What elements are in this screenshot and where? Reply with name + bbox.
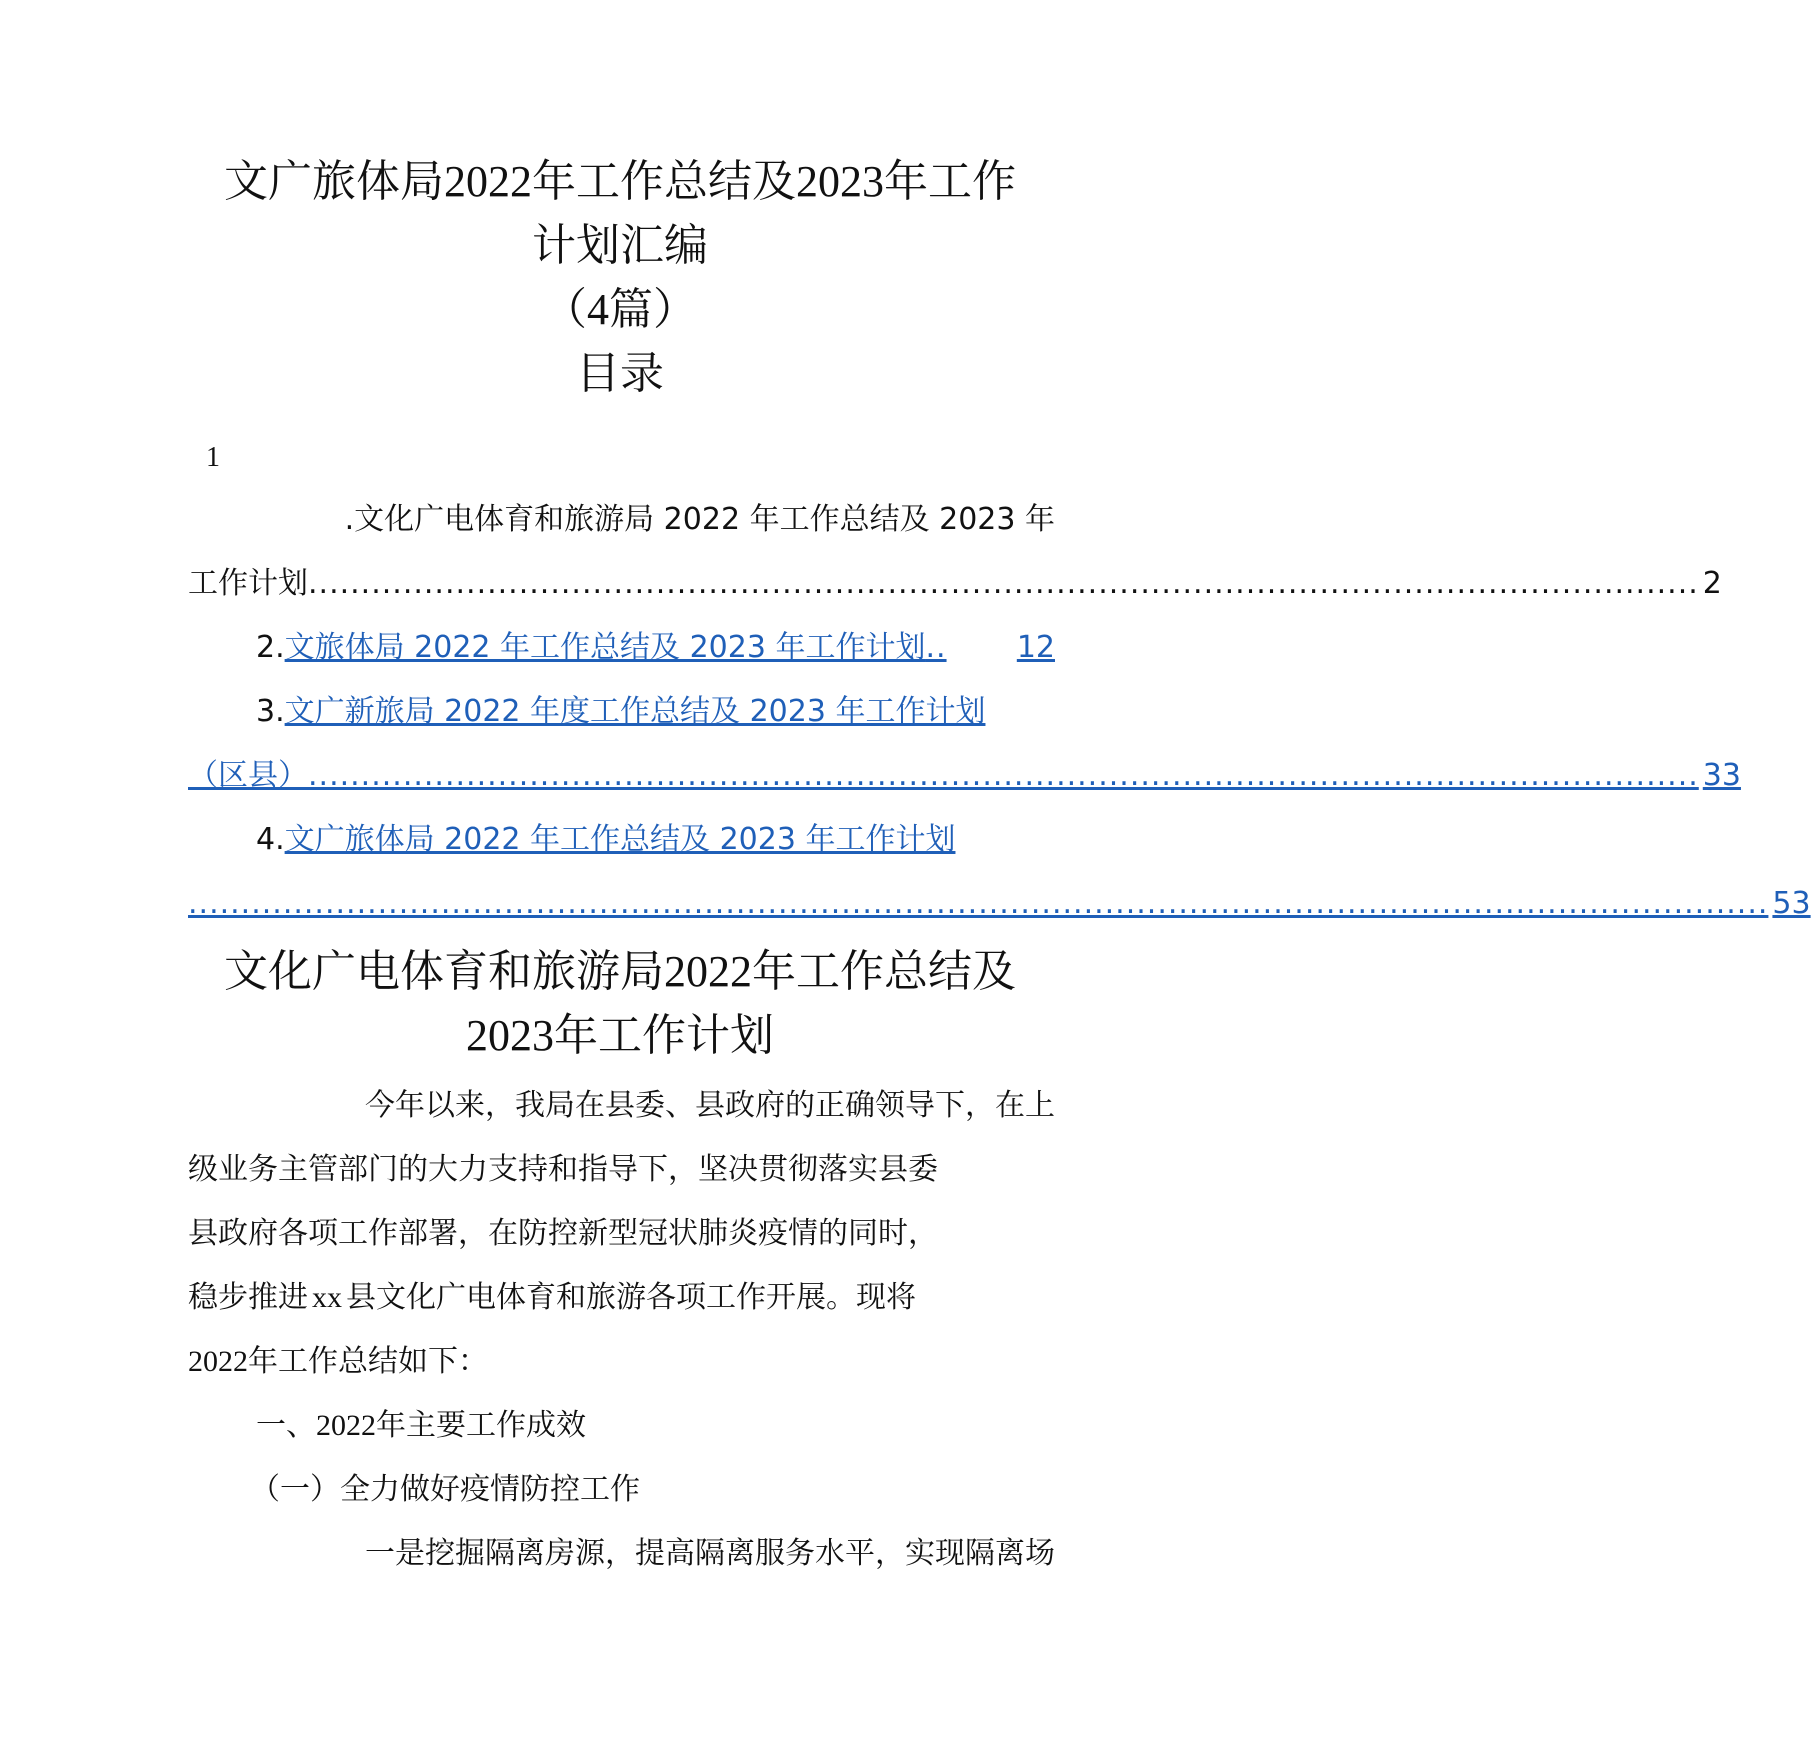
toc-item-3-line-1[interactable]: 3.文广新旅局 2022 年度工作总结及 2023 年工作计划 bbox=[256, 694, 986, 729]
toc-item-2[interactable]: 2. 文旅体局 2022 年工作总结及 2023 年工作计划 .. 12 bbox=[188, 628, 1055, 668]
toc-item-3-line-2[interactable]: （区县） .................................................................................................................................... 33 bbox=[188, 758, 1741, 793]
section-heading-1: 一、2022年主要工作成效 bbox=[256, 1408, 586, 1443]
toc-stray-number: 1 bbox=[206, 442, 220, 473]
toc-link-4[interactable]: 文广旅体局 2022 年工作总结及 2023 年工作计划 bbox=[284, 822, 956, 857]
article-title bbox=[170, 940, 1070, 1068]
compilation-title bbox=[150, 150, 1090, 406]
para-1-line-1: 今年以来，我局在县委、县政府的正确领导下，在上 bbox=[365, 1088, 1055, 1123]
toc-item-1-line-1: .文化广电体育和旅游局 2022 年工作总结及 2023 年 bbox=[344, 502, 1055, 537]
compilation-title-line-2: 计划汇编 bbox=[532, 220, 708, 271]
article-title-line-2: 2023年工作计划 bbox=[466, 1010, 774, 1061]
compilation-title-line-1: 文广旅体局2022年工作总结及2023年工作 bbox=[224, 156, 1016, 207]
toc-link-3[interactable]: 文广新旅局 2022 年度工作总结及 2023 年工作计划 bbox=[284, 694, 986, 729]
toc-item-1-line-2: 工作计划 .................................................................................................................................... 2 bbox=[188, 566, 1722, 601]
toc-link-2[interactable]: 文旅体局 2022 年工作总结及 2023 年工作计划 bbox=[284, 630, 926, 665]
para-1-line-5: 2022年工作总结如下： bbox=[188, 1344, 488, 1379]
compilation-count: （4篇） bbox=[543, 284, 697, 335]
para-1-line-3: 县政府各项工作部署，在防控新型冠状肺炎疫情的同时， bbox=[188, 1216, 938, 1251]
toc-heading: 目录 bbox=[576, 348, 664, 399]
toc-item-4-line-1[interactable]: 4.文广旅体局 2022 年工作总结及 2023 年工作计划 bbox=[256, 822, 956, 857]
para-1-line-2: 级业务主管部门的大力支持和指导下，坚决贯彻落实县委 bbox=[188, 1152, 938, 1187]
para-2-line-1: 一是挖掘隔离房源，提高隔离服务水平，实现隔离场 bbox=[365, 1536, 1055, 1571]
article-title-line-1: 文化广电体育和旅游局2022年工作总结及 bbox=[224, 946, 1016, 997]
subsection-heading-1: （一）全力做好疫情防控工作 bbox=[250, 1472, 640, 1507]
toc-item-4-line-2[interactable]: ...................................................................................................................................................... 53 bbox=[188, 886, 1811, 921]
para-1-line-4: 稳步推进 xx 县文化广电体育和旅游各项工作开展。现将 bbox=[188, 1280, 916, 1315]
